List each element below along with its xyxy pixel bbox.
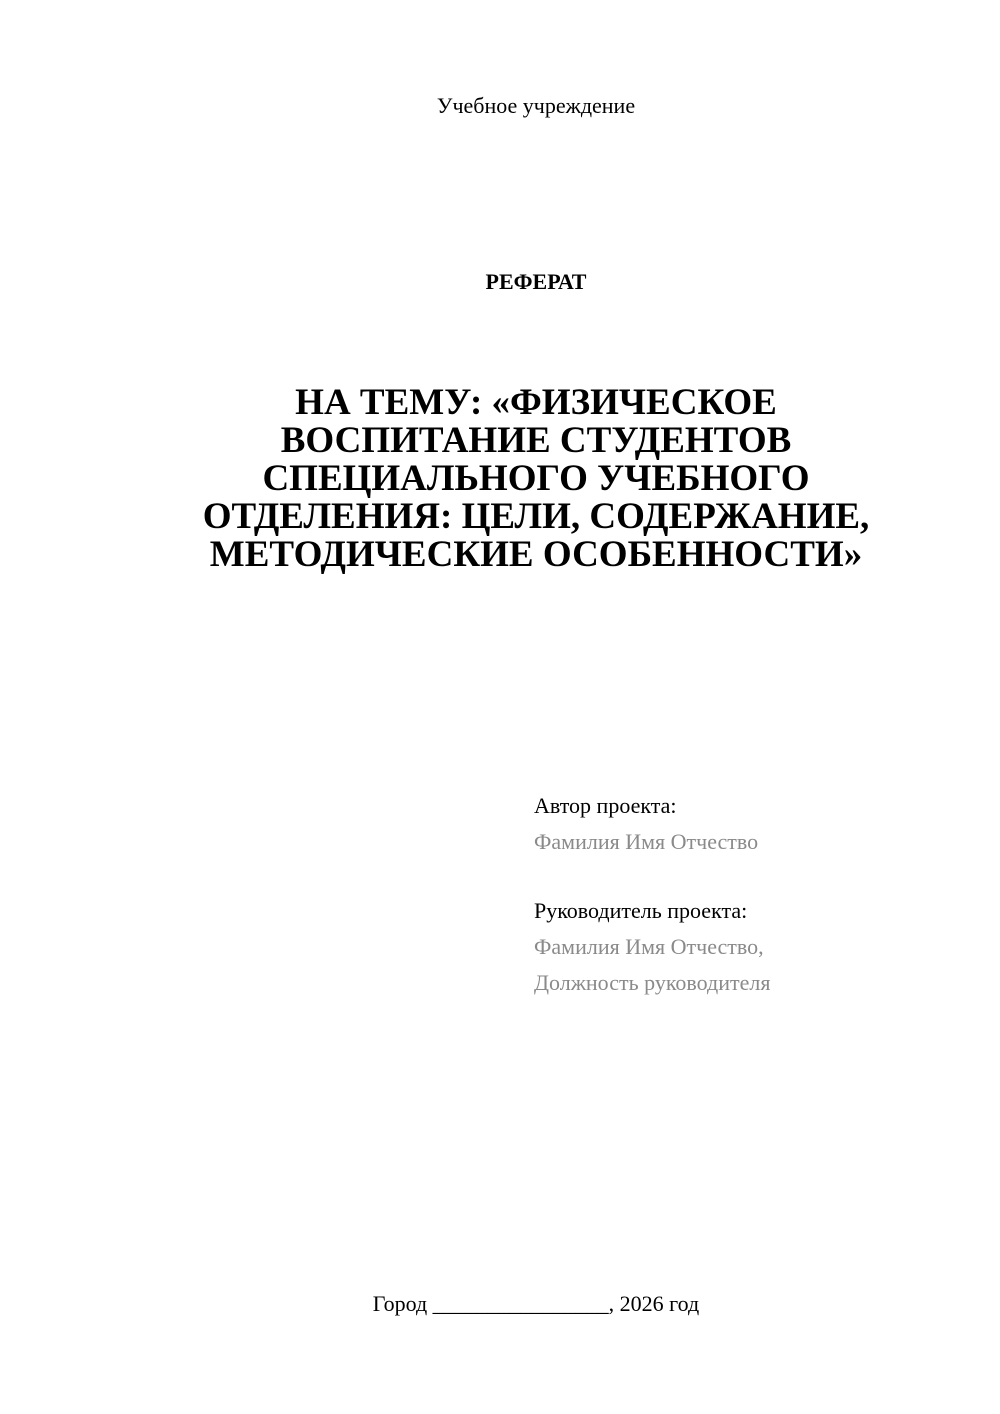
document-type: РЕФЕРАТ <box>485 269 587 294</box>
title-line: МЕТОДИЧЕСКИЕ ОСОБЕННОСТИ» <box>209 534 863 575</box>
city-year-line: Город ________________, 2026 год <box>372 1291 700 1316</box>
supervisor-name: Фамилия Имя Отчество, <box>534 934 764 959</box>
title-line: СПЕЦИАЛЬНОГО УЧЕБНОГО <box>262 458 810 499</box>
author-label: Автор проекта: <box>534 793 677 818</box>
title-line: ОТДЕЛЕНИЯ: ЦЕЛИ, СОДЕРЖАНИЕ, <box>202 496 870 537</box>
document-title <box>150 384 922 574</box>
supervisor-label: Руководитель проекта: <box>534 898 748 923</box>
supervisor-position: Должность руководителя <box>534 970 771 995</box>
title-line: ВОСПИТАНИЕ СТУДЕНТОВ <box>280 420 792 461</box>
title-line: НА ТЕМУ: «ФИЗИЧЕСКОЕ <box>295 382 777 423</box>
supervisor-block <box>534 893 974 1001</box>
author-name: Фамилия Имя Отчество <box>534 829 759 854</box>
institution-name: Учебное учреждение <box>436 93 636 118</box>
author-block <box>534 788 974 860</box>
